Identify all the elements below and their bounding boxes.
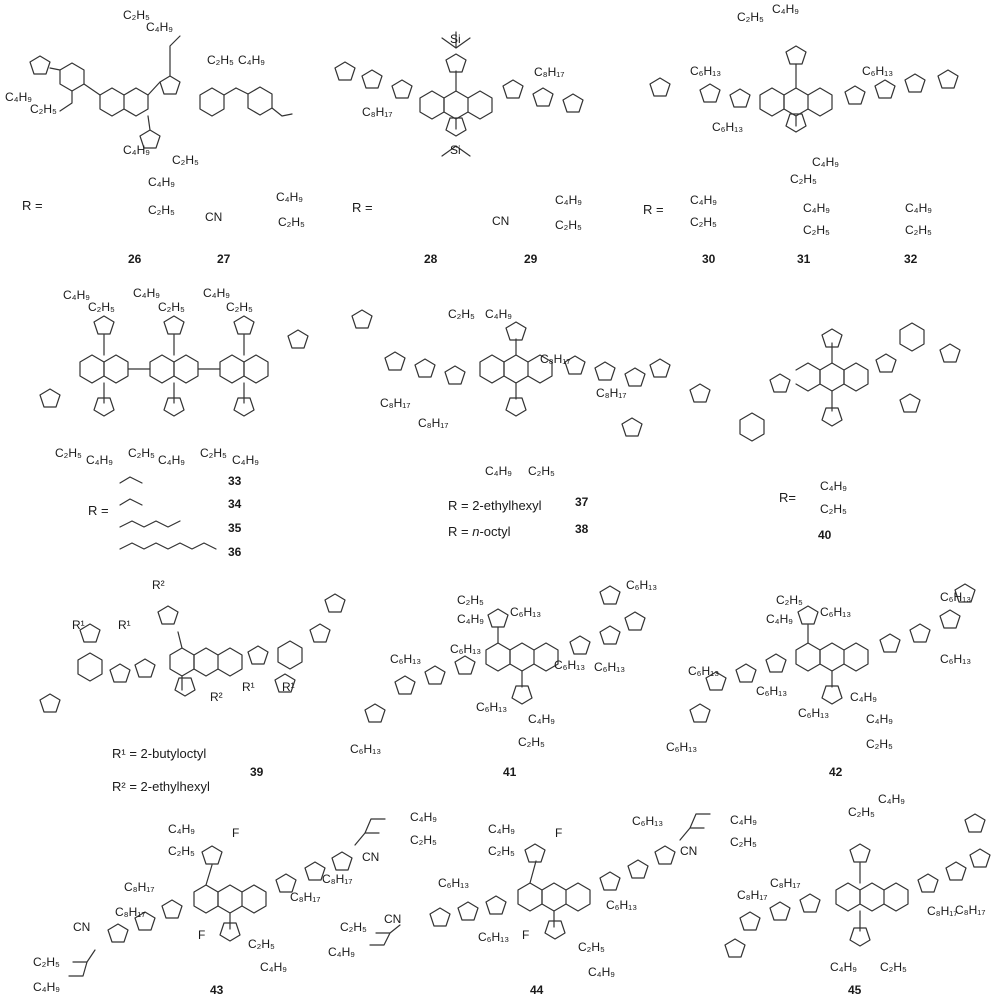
atom-label: C₈H₁₇ <box>596 386 627 400</box>
atom-label: C₂H₅ <box>528 464 555 478</box>
atom-label: C₆H₁₃ <box>450 642 482 656</box>
atom-label: C₄H₉ <box>146 20 173 34</box>
atom-label: C₂H₅ <box>278 215 305 229</box>
atom-label: C₂H₅ <box>820 502 847 516</box>
atom-label: C₂H₅ <box>248 937 275 951</box>
atom-label: C₄H₉ <box>820 479 847 493</box>
compound-number-32: 32 <box>904 252 918 266</box>
atom-label: C₆H₁₃ <box>478 930 510 944</box>
atom-label: C₄H₉ <box>878 792 905 806</box>
atom-label: C₈H₁₇ <box>770 876 801 890</box>
atom-label: C₂H₅ <box>578 940 605 954</box>
atom-label: C₆H₁₃ <box>666 740 698 754</box>
atom-label: R¹ <box>118 618 131 632</box>
atom-label: C₆H₁₃ <box>690 64 722 78</box>
atom-label: C₂H₅ <box>555 218 582 232</box>
atom-label: F <box>198 928 206 942</box>
atom-label: C₆H₁₃ <box>632 814 664 828</box>
structure-40 <box>650 323 960 441</box>
atom-label: C₂H₅ <box>148 203 175 217</box>
compound-number-26: 26 <box>128 252 142 266</box>
atom-label: C₄H₉ <box>766 612 793 626</box>
atom-label: C₂H₅ <box>880 960 907 974</box>
atom-label: C₆H₁₃ <box>476 700 508 714</box>
atom-label: C₄H₉ <box>232 453 259 467</box>
compound-number-30: 30 <box>702 252 716 266</box>
atom-label: C₄H₉ <box>63 288 90 302</box>
atom-label: C₂H₅ <box>168 844 195 858</box>
structure-39 <box>40 594 345 712</box>
atom-label: C₄H₉ <box>168 822 195 836</box>
atom-label: C₂H₅ <box>158 300 185 314</box>
compound-number-39: 39 <box>250 765 264 779</box>
atom-label: C₄H₉ <box>5 90 32 104</box>
atom-label: C₆H₁₃ <box>554 658 586 672</box>
compound-number-28: 28 <box>424 252 438 266</box>
atom-label: C₂H₅ <box>518 735 545 749</box>
r-equals-label-30-32: R = <box>643 202 664 217</box>
atom-label: C₆H₁₃ <box>688 664 720 678</box>
atom-label: CN <box>205 210 223 224</box>
atom-label: C₂H₅ <box>207 53 234 67</box>
r-definition-38-prefix: R = <box>448 524 473 539</box>
compound-number-37: 37 <box>575 495 589 509</box>
structure-45 <box>725 814 990 957</box>
atom-label: C₂H₅ <box>340 920 367 934</box>
atom-label: C₆H₁₃ <box>350 742 382 756</box>
atom-label: C₂H₅ <box>488 844 515 858</box>
structure-37-38 <box>352 310 645 436</box>
compound-number-34: 34 <box>228 497 242 511</box>
atom-label: R¹ <box>242 680 255 694</box>
atom-label: C₄H₉ <box>730 813 757 827</box>
atom-label: C₂H₅ <box>776 593 803 607</box>
atom-label: C₄H₉ <box>488 822 515 836</box>
compound-number-40: 40 <box>818 528 832 542</box>
structure-28-29 <box>335 32 583 156</box>
atom-label: C₂H₅ <box>128 446 155 460</box>
atom-label: C₂H₅ <box>730 835 757 849</box>
atom-label: C₂H₅ <box>848 805 875 819</box>
atom-label: C₄H₉ <box>812 155 839 169</box>
atom-label: C₄H₉ <box>123 143 150 157</box>
atom-label: C₂H₅ <box>226 300 253 314</box>
atom-label: C₂H₅ <box>200 446 227 460</box>
atom-label: C₂H₅ <box>737 10 764 24</box>
atom-label: C₂H₅ <box>803 223 830 237</box>
atom-label: C₆H₁₃ <box>756 684 788 698</box>
atom-label: R² <box>210 690 223 704</box>
atom-label: C₄H₉ <box>203 286 230 300</box>
atom-label: C₄H₉ <box>803 201 830 215</box>
compound-number-31: 31 <box>797 252 811 266</box>
atom-label: C₄H₉ <box>86 453 113 467</box>
compound-number-38: 38 <box>575 522 589 536</box>
structure-30-32 <box>650 46 958 132</box>
r1-definition: R¹ = 2-butyloctyl <box>112 746 207 761</box>
atom-label: C₄H₉ <box>260 960 287 974</box>
atom-label: C₆H₁₃ <box>820 605 852 619</box>
r-equals-label-33-36: R = <box>88 503 109 518</box>
atom-label: C₆H₁₃ <box>712 120 744 134</box>
atom-label: C₄H₉ <box>866 712 893 726</box>
atom-label: F <box>555 826 563 840</box>
atom-label: C₄H₉ <box>850 690 877 704</box>
r-definition-38 <box>448 524 511 539</box>
atom-label: C₈H₁₇ <box>380 396 411 410</box>
compound-number-43: 43 <box>210 983 224 997</box>
atom-label: C₄H₉ <box>33 980 60 994</box>
atom-label: C₄H₉ <box>905 201 932 215</box>
r-definition-37: R = 2-ethylhexyl <box>448 498 542 513</box>
atom-label: C₆H₁₃ <box>940 590 972 604</box>
atom-label: C₈H₁₇ <box>362 105 393 119</box>
atom-label: C₂H₅ <box>690 215 717 229</box>
atom-label: C₄H₉ <box>555 193 582 207</box>
atom-label: C₄H₉ <box>485 307 512 321</box>
atom-label: R¹ <box>282 680 295 694</box>
atom-label: C₄H₉ <box>148 175 175 189</box>
atom-label: C₈H₁₇ <box>418 416 449 430</box>
atom-label: C₄H₉ <box>772 2 799 16</box>
atom-label: C₂H₅ <box>410 833 437 847</box>
atom-label: R¹ <box>72 618 85 632</box>
atom-label: C₈H₁₇ <box>115 905 146 919</box>
atom-label: C₄H₉ <box>133 286 160 300</box>
atom-label: CN <box>492 214 510 228</box>
compound-number-33: 33 <box>228 474 242 488</box>
atom-label: R² <box>152 578 165 592</box>
atom-label: Si <box>450 143 461 157</box>
atom-label: C₈H₁₇ <box>322 872 353 886</box>
atom-label: C₄H₉ <box>410 810 437 824</box>
atom-label: C₂H₅ <box>88 300 115 314</box>
compound-number-29: 29 <box>524 252 538 266</box>
atom-label: C₈H₁₇ <box>124 880 155 894</box>
atom-label: C₄H₉ <box>276 190 303 204</box>
atom-label: C₂H₅ <box>790 172 817 186</box>
atom-label: F <box>522 928 530 942</box>
atom-label: C₆H₁₃ <box>510 605 542 619</box>
atom-label: C₂H₅ <box>30 102 57 116</box>
compound-number-44: 44 <box>530 983 544 997</box>
atom-label: C₂H₅ <box>905 223 932 237</box>
atom-label: C₈H₁₇ <box>534 65 565 79</box>
r-equals-label-26-27: R = <box>22 198 43 213</box>
atom-label: Si <box>450 32 461 46</box>
atom-label: C₄H₉ <box>485 464 512 478</box>
atom-label: C₈H₁₇ <box>737 888 768 902</box>
atom-label: C₄H₉ <box>328 945 355 959</box>
atom-label: C₆H₁₃ <box>438 876 470 890</box>
atom-label: CN <box>680 844 698 858</box>
atom-label: C₂H₅ <box>448 307 475 321</box>
atom-label: C₈H₁₇ <box>927 904 958 918</box>
atom-label: C₄H₉ <box>588 965 615 979</box>
atom-label: C₆H₁₃ <box>626 578 658 592</box>
atom-label: C₄H₉ <box>830 960 857 974</box>
r-equals-label-28-29: R = <box>352 200 373 215</box>
compound-number-41: 41 <box>503 765 517 779</box>
atom-label: C₄H₉ <box>158 453 185 467</box>
compound-number-35: 35 <box>228 521 242 535</box>
atom-label: C₂H₅ <box>866 737 893 751</box>
atom-label: C₆H₁₃ <box>390 652 422 666</box>
atom-label: C₂H₅ <box>172 153 199 167</box>
atom-label: C₆H₁₃ <box>798 706 830 720</box>
atom-label: C₂H₅ <box>33 955 60 969</box>
compound-number-27: 27 <box>217 252 231 266</box>
compound-number-45: 45 <box>848 983 862 997</box>
atom-label: C₄H₉ <box>528 712 555 726</box>
atom-label: C₂H₅ <box>55 446 82 460</box>
atom-label: F <box>232 826 240 840</box>
atom-label: CN <box>362 850 380 864</box>
compound-number-36: 36 <box>228 545 242 559</box>
atom-label: C₄H₉ <box>457 612 484 626</box>
r-definition-38-suffix: -octyl <box>479 524 511 539</box>
atom-label: C₆H₁₃ <box>862 64 894 78</box>
r-equals-label-40: R= <box>779 490 796 505</box>
atom-label: C₈H₁₇ <box>955 903 986 917</box>
atom-label: C₄H₉ <box>238 53 265 67</box>
atom-label: CN <box>73 920 91 934</box>
atom-label: C₂H₅ <box>457 593 484 607</box>
atom-label: C₆H₁₃ <box>606 898 638 912</box>
r-definition-38-italic: n <box>472 524 480 539</box>
compound-number-42: 42 <box>829 765 843 779</box>
atom-label: C₈H₁₇ <box>540 352 571 366</box>
atom-label: C₈H₁₇ <box>290 890 321 904</box>
structure-33-36 <box>40 316 308 549</box>
r2-definition: R² = 2-ethylhexyl <box>112 779 210 794</box>
atom-label: CN <box>384 912 402 926</box>
atom-label: C₆H₁₃ <box>594 660 626 674</box>
atom-label: C₂H₅ <box>123 8 150 22</box>
atom-label: C₆H₁₃ <box>940 652 972 666</box>
atom-label: C₄H₉ <box>690 193 717 207</box>
